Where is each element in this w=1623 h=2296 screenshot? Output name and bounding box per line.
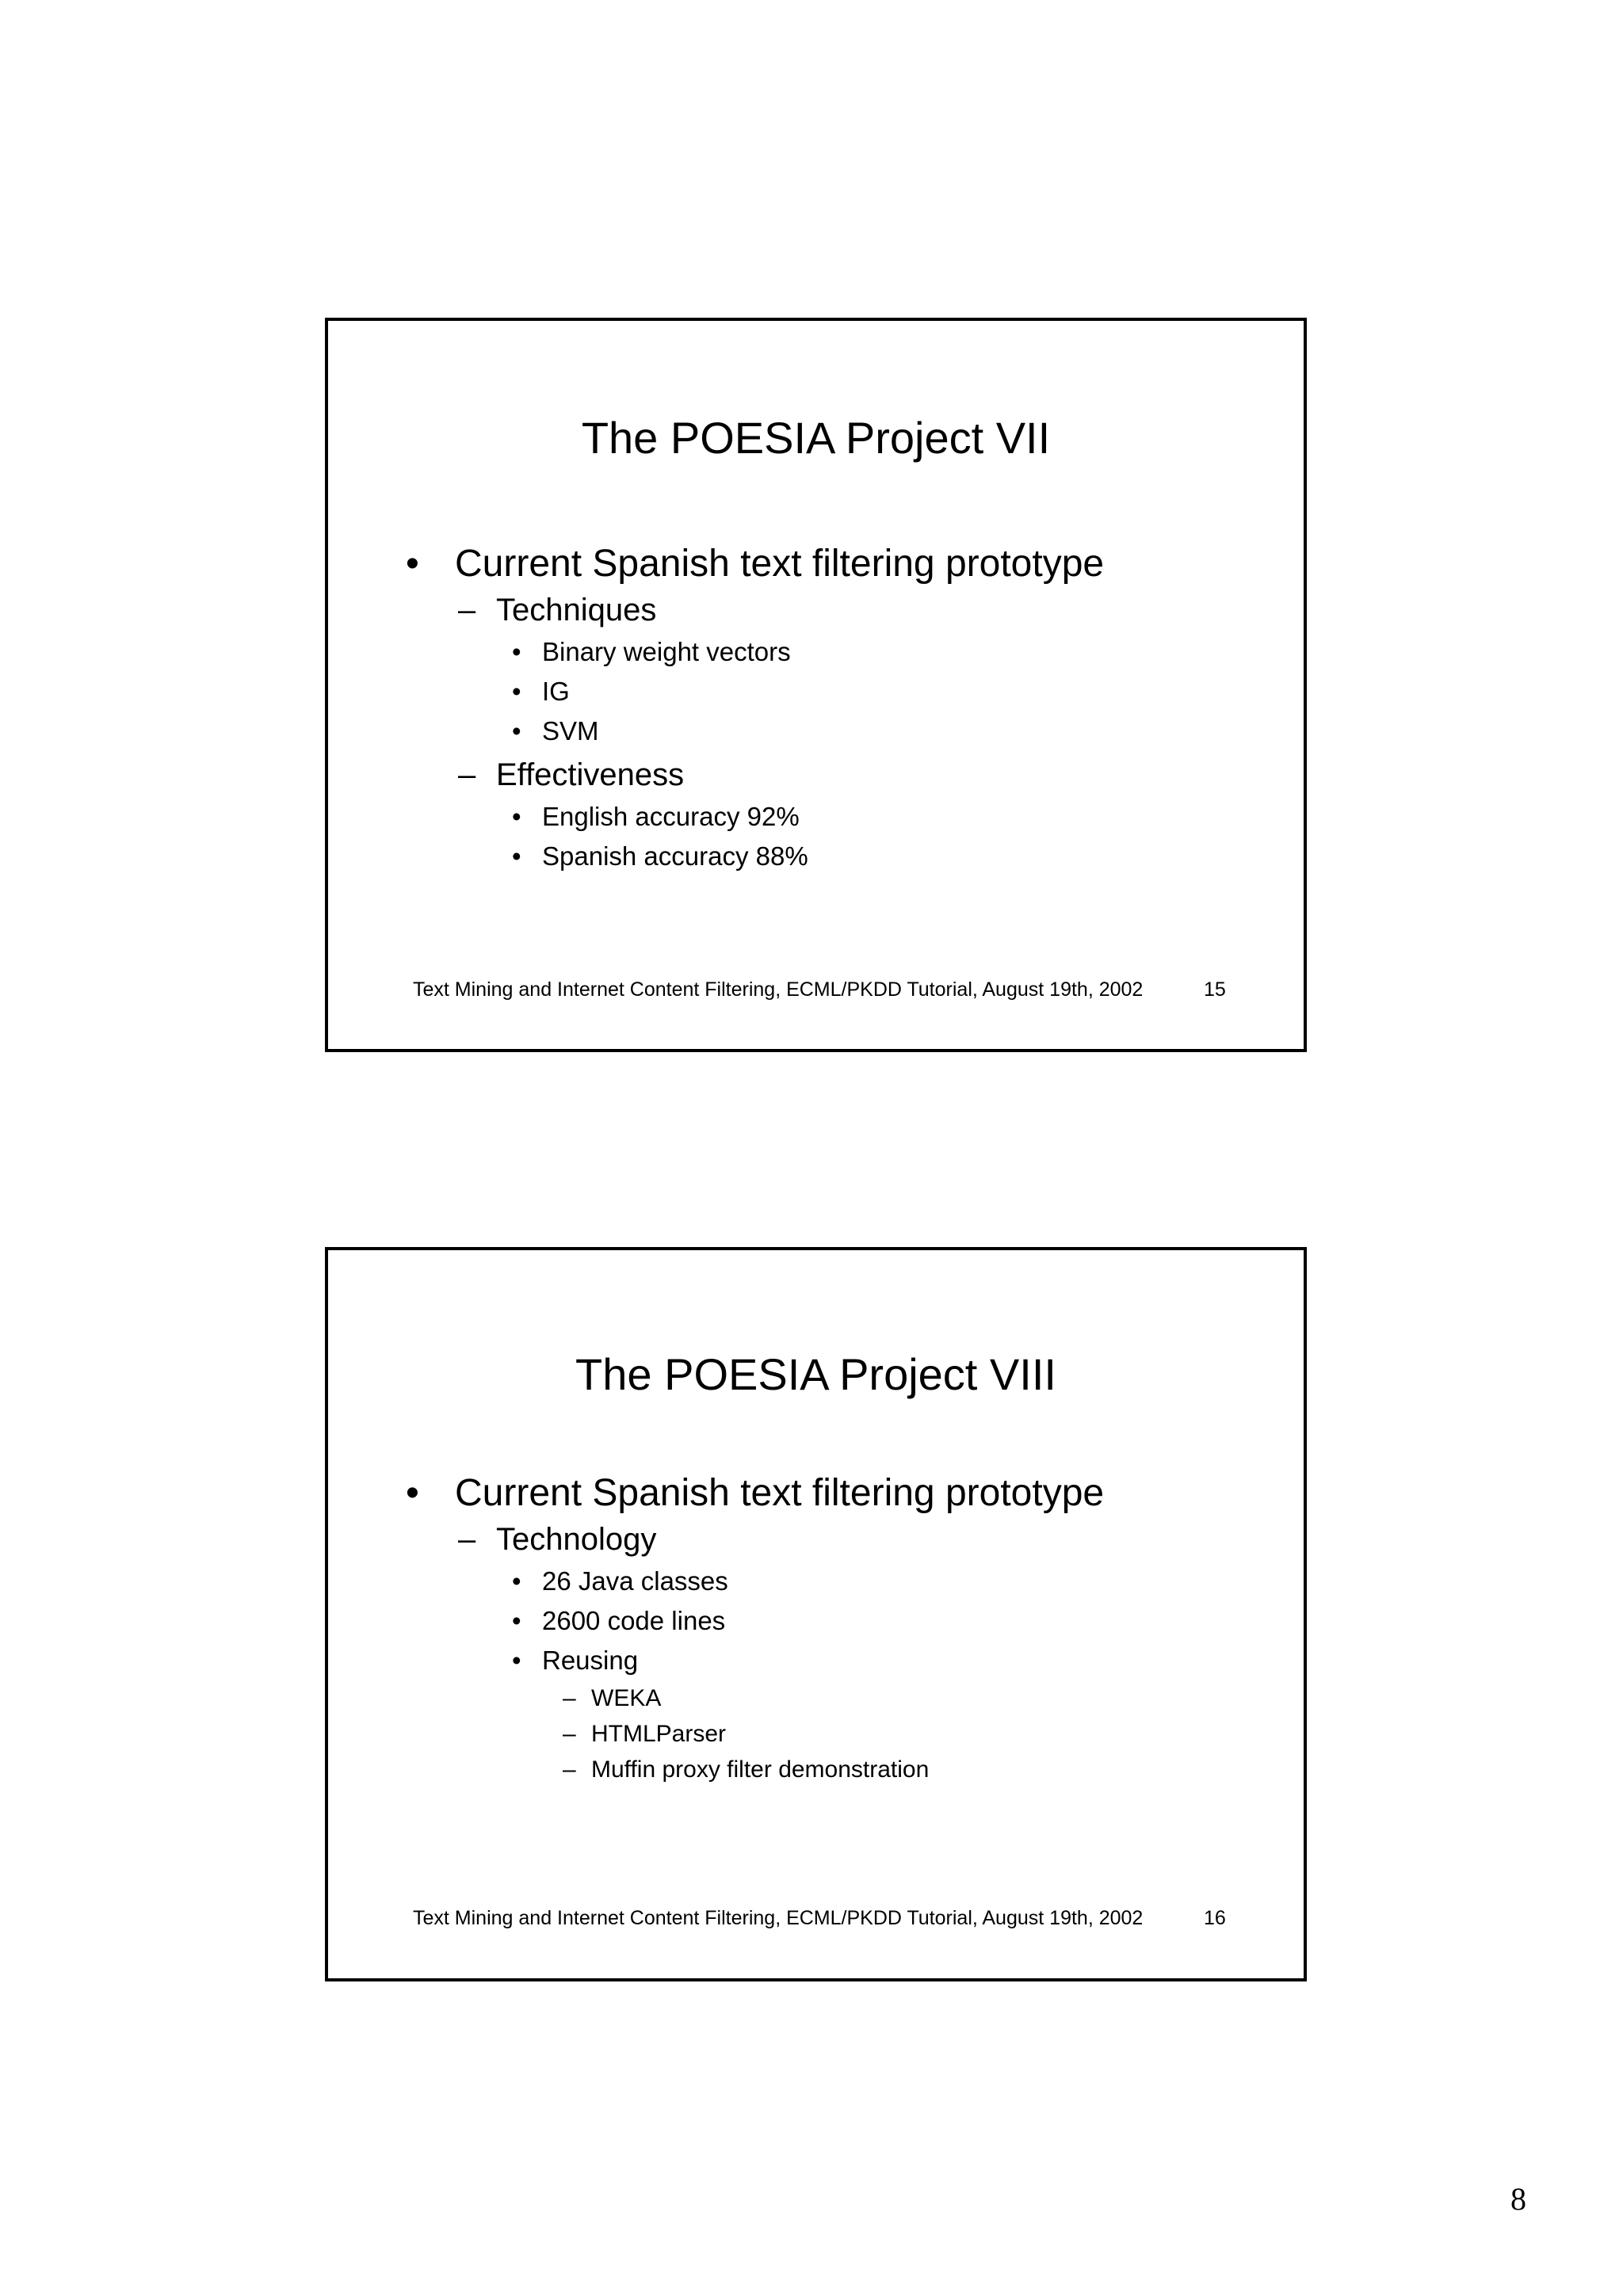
bullet-marker: • [406, 543, 419, 585]
bullet-item [404, 1562, 1272, 1601]
bullet-marker: – [458, 1522, 476, 1557]
slide-footer: Text Mining and Internet Content Filtering, ECML/PKDD Tutorial, August 19th, 2002 [413, 978, 1144, 1001]
slide-number: 16 [1204, 1907, 1226, 1929]
bullet-marker: – [563, 1756, 576, 1783]
slide-1 [325, 318, 1307, 1052]
bullet-text: Spanish accuracy 88% [542, 841, 808, 871]
bullet-item [404, 589, 1272, 631]
bullet-marker: • [512, 637, 521, 666]
bullet-text: HTMLParser [591, 1721, 727, 1747]
slide-title: The POESIA Project VII [581, 413, 1051, 463]
bullet-text: Muffin proxy filter demonstration [591, 1756, 930, 1783]
bullet-text: 26 Java classes [542, 1566, 728, 1596]
bullet-item [404, 1680, 1272, 1716]
bullet-text: Reusing [542, 1646, 639, 1675]
bullet-text: Current Spanish text filtering prototype [455, 1472, 1105, 1514]
bullet-marker: • [512, 677, 521, 706]
bullet-item [404, 1470, 1272, 1517]
bullet-item [404, 540, 1272, 588]
bullet-marker: • [512, 1566, 521, 1596]
bullet-marker: • [512, 716, 521, 746]
bullet-marker: – [563, 1685, 576, 1711]
bullet-item [404, 672, 1272, 711]
bullet-marker: – [458, 757, 476, 792]
bullet-item [404, 711, 1272, 751]
bullet-marker: • [406, 1472, 419, 1514]
page-number: 8 [1510, 2181, 1526, 2217]
slide-number: 15 [1204, 978, 1226, 1001]
bullet-item [404, 1752, 1272, 1787]
bullet-marker: – [458, 593, 476, 627]
bullet-marker: • [512, 841, 521, 871]
bullet-text: Current Spanish text filtering prototype [455, 543, 1105, 585]
bullet-marker: • [512, 802, 521, 831]
slide-title: The POESIA Project VIII [575, 1349, 1056, 1399]
bullet-item [404, 837, 1272, 876]
bullet-marker: • [512, 1646, 521, 1675]
bullet-text: Techniques [496, 593, 657, 627]
bullet-item [404, 1601, 1272, 1641]
bullet-text: English accuracy 92% [542, 802, 800, 831]
bullet-item [404, 754, 1272, 795]
bullet-item [404, 1519, 1272, 1560]
bullet-marker: – [563, 1721, 576, 1747]
bullet-item [404, 1716, 1272, 1752]
bullet-text: SVM [542, 716, 599, 746]
slide-bullet-list [404, 540, 1272, 876]
bullet-text: 2600 code lines [542, 1606, 726, 1635]
bullet-text: Effectiveness [496, 757, 685, 792]
bullet-item [404, 1641, 1272, 1680]
bullet-text: WEKA [591, 1685, 662, 1711]
bullet-text: Technology [496, 1522, 657, 1557]
bullet-marker: • [512, 1606, 521, 1635]
slide-bullet-list [404, 1470, 1272, 1787]
bullet-item [404, 797, 1272, 837]
slide-2 [325, 1247, 1307, 1981]
bullet-item [404, 632, 1272, 672]
slide-footer: Text Mining and Internet Content Filtering, ECML/PKDD Tutorial, August 19th, 2002 [413, 1907, 1144, 1929]
bullet-text: Binary weight vectors [542, 637, 791, 666]
bullet-text: IG [542, 677, 570, 706]
